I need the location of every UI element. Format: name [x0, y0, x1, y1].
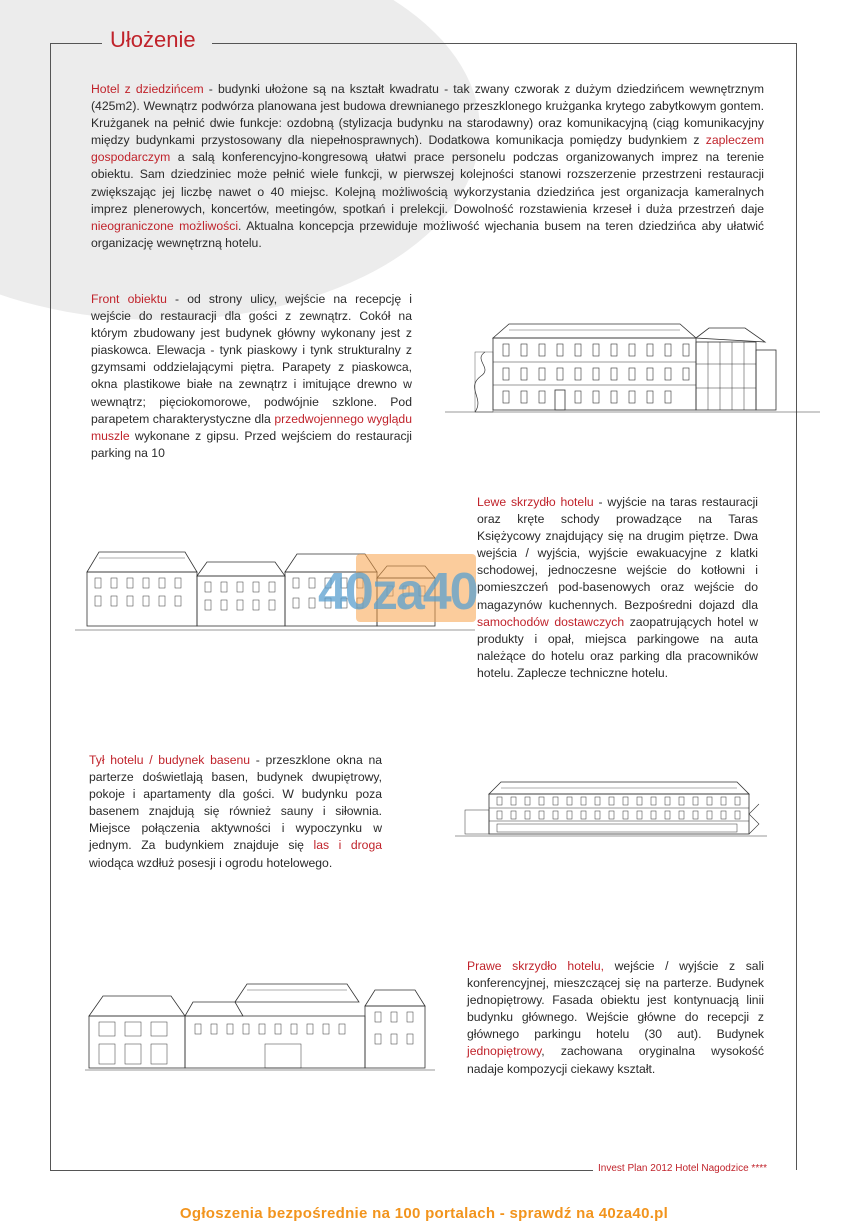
section-back-lead: Tył hotelu / budynek basenu	[89, 753, 251, 767]
footer-project-name: Invest Plan 2012 Hotel Nagodzice ****	[598, 1163, 767, 1174]
watermark-logo	[318, 550, 518, 630]
section-right-wing-text: , zachowana oryginalna wysokość nadaje kompozycji ciekawy kształt.	[467, 1044, 764, 1076]
section-courtyard-highlight: nieograniczone możliwości	[91, 218, 239, 233]
section-right-wing	[467, 958, 764, 1078]
section-courtyard-text: . Aktualna koncepcja przewiduje możliwość wjechania busem na teren dziedzińca aby ułatwić organizację wewnętrzną hotelu.	[91, 218, 765, 250]
section-front	[91, 291, 412, 462]
section-courtyard-lead: Hotel z dziedzińcem	[91, 82, 204, 96]
watermark-text: 40za40	[318, 563, 477, 621]
section-front-lead: Front obiektu	[91, 292, 167, 306]
front-elevation-drawing	[445, 318, 820, 418]
frame-top-right	[212, 43, 796, 44]
section-right-wing-text: wejście / wyjście z sali konferencyjnej, mieszczącej się na parterze. Budynek jednopiętrowy. Fasada obiektu jest kontynuacją linii budynku głównego. Wejście główne do recepcji z głównego parkingu hotelu (30 aut). Budynek	[467, 959, 765, 1042]
section-left-wing-highlight: samochodów dostawczych	[477, 614, 625, 629]
section-left-wing-text: - wyjście na taras restauracji oraz kręte schody prowadzące na Taras Księżycowy znajdujący się na drugim piętrze. Dwa wejścia / wyjścia, wyjście ewakuacyjne z klatki schodowej, jednoczesne wejście do kotłowni i pomieszczeń pod-basenowych oraz wejście do magazynów kuchennych. Bezpośredni dojazd dla	[477, 495, 758, 612]
frame-top-left	[50, 43, 102, 44]
bottom-ad-banner[interactable]: Ogłoszenia bezpośrednie na 100 portalach - sprawdź na 40za40.pl	[179, 1205, 669, 1222]
section-courtyard-highlight: zapleczem gospodarczym	[91, 133, 764, 165]
section-left-wing	[477, 494, 758, 682]
section-back-text: - przeszklone okna na parterze doświetlają basen, budynek dwupiętrowy, pokoje i apartamenty dla gości. W budynku poza basenem znajdują się również sauny i siłownia. Miejsce połączenia aktywności i wypoczynku w jednym. Za budynkiem znajduje się	[89, 753, 382, 853]
section-left-wing-lead: Lewe skrzydło hotelu	[477, 495, 594, 509]
section-courtyard	[91, 81, 764, 252]
section-front-text: wykonane z gipsu. Przed wejściem do restauracji parking na 10	[91, 428, 412, 460]
section-front-text: - od strony ulicy, wejście na recepcję i wejście do restauracji dla gości z zewnątrz. Cokół na którym zbudowany jest budynek główny wykonany jest z piaskowca. Elewacja - tynk piaskowy i tynk strukturalny z gzymsami oddzielającymi piętra. Parapety z piaskowca, okna plastikowe białe na zewnątrz i imitujące drewno w wewnątrz; pięciokomorowe, podwójnie szklone. Pod parapetem charakterystyczne dla	[91, 292, 412, 426]
section-right-wing-highlight: jednopiętrowy	[467, 1044, 542, 1059]
back-elevation-drawing	[455, 780, 767, 840]
section-courtyard-text: - budynki ułożone są na kształt kwadratu - tak zwany czworak z dużym dziedzińcem wewnętrznym (425m2). Wewnątrz podwórza planowana jest budowa drewnianego przeszklonego krużganka krytego zabytkowym gontem. Krużganek na pełnić dwie funkcje: ozdobną (stylizacja budynku na starodawny) oraz komunikacyjną (ciąg komunikacyjny między budynkami przystosowany dla niepełnosprawnych). Dodatkowa komunikacja pomiędzy budynkiem z	[91, 82, 764, 148]
section-left-wing-text: zaopatrujących hotel w produkty i opał, miejsca parkingowe na auta należące do hotelu oraz parking dla pracowników hotelu. Zaplecze techniczne hotelu.	[477, 614, 758, 680]
section-right-wing-lead: Prawe skrzydło hotelu,	[467, 959, 605, 973]
right-wing-elevation-drawing	[85, 980, 435, 1076]
section-back-highlight: las i droga	[313, 838, 383, 853]
frame-bottom	[50, 1170, 593, 1171]
section-back	[89, 752, 382, 872]
section-courtyard-text: a salą konferencyjno-kongresową ułatwi prace personelu podczas organizowanych imprez na terenie obiektu. Sam dziedziniec może pełnić wiele funkcji, w pierwszej kolejności stanowi rozszerzenie przestrzeni restauracji zwiększając jej liczbę nawet o 40 miejsc. Kolejną możliwością wykorzystania dziedzińca jest organizacja kameralnych imprez plenerowych, koncertów, meetingów, spotkań i prelekcji. Dowolność rozstawienia krzeseł i duża przestrzeń daje	[91, 150, 764, 216]
page-title: Ułożenie	[110, 27, 196, 52]
section-back-text: wiodąca wzdłuż posesji i ogrodu hotelowego.	[89, 855, 333, 870]
section-front-highlight: przedwojennego wyglądu muszle	[91, 411, 412, 443]
